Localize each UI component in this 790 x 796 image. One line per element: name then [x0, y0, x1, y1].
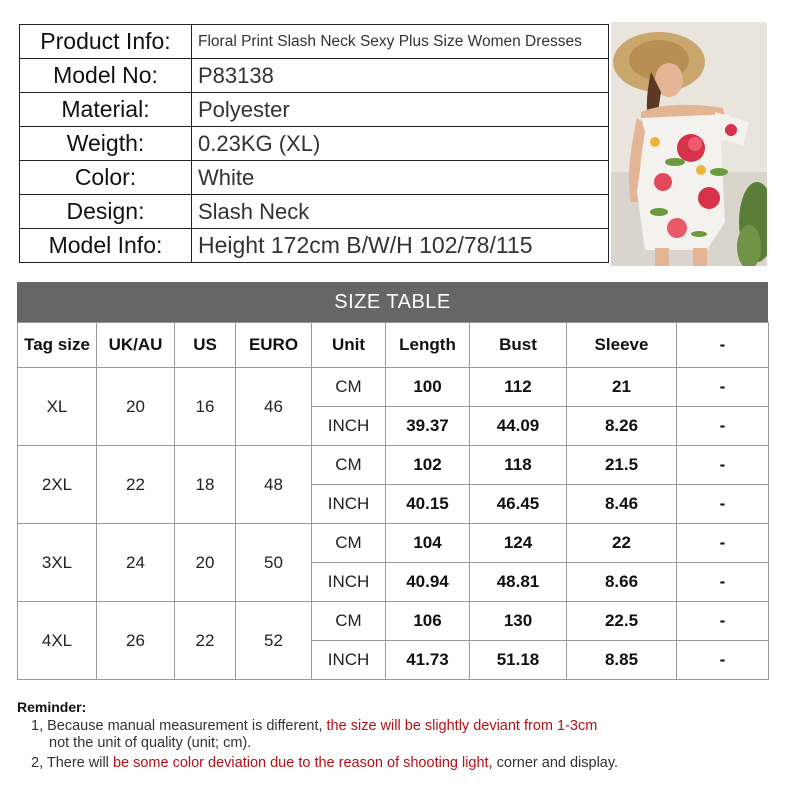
- bust-cell: 48.81: [470, 563, 567, 602]
- tag-size-cell: XL: [18, 368, 97, 446]
- info-row-material: [20, 93, 609, 127]
- unit-cell: CM: [312, 602, 386, 641]
- us-cell: 16: [175, 368, 236, 446]
- reminder-highlight: the size will be slightly deviant from 1-3cm: [326, 718, 598, 734]
- column-header: Tag size: [18, 323, 97, 368]
- length-cell: 41.73: [386, 641, 470, 680]
- info-row-model-no: [20, 59, 609, 93]
- table-row: [18, 446, 769, 485]
- length-cell: 40.15: [386, 485, 470, 524]
- us-cell: 18: [175, 446, 236, 524]
- column-header: -: [677, 323, 769, 368]
- bust-cell: 124: [470, 524, 567, 563]
- extra-cell: -: [677, 602, 769, 641]
- reminder-text: 2, There will: [31, 755, 113, 771]
- extra-cell: -: [677, 407, 769, 446]
- length-cell: 40.94: [386, 563, 470, 602]
- ukau-cell: 24: [97, 524, 175, 602]
- length-cell: 102: [386, 446, 470, 485]
- info-row-model-info: [20, 229, 609, 263]
- extra-cell: -: [677, 641, 769, 680]
- unit-cell: INCH: [312, 485, 386, 524]
- column-header: UK/AU: [97, 323, 175, 368]
- info-row-color: [20, 161, 609, 195]
- column-header: US: [175, 323, 236, 368]
- info-row-product: [20, 25, 609, 59]
- unit-cell: INCH: [312, 407, 386, 446]
- extra-cell: -: [677, 524, 769, 563]
- info-value: White: [192, 161, 609, 195]
- sleeve-cell: 21.5: [567, 446, 677, 485]
- sleeve-cell: 8.46: [567, 485, 677, 524]
- euro-cell: 48: [236, 446, 312, 524]
- reminder-line-1: [31, 718, 777, 735]
- bust-cell: 44.09: [470, 407, 567, 446]
- length-cell: 39.37: [386, 407, 470, 446]
- length-cell: 100: [386, 368, 470, 407]
- sleeve-cell: 21: [567, 368, 677, 407]
- reminder-title: Reminder:: [17, 699, 87, 715]
- info-key: Color:: [20, 161, 192, 195]
- extra-cell: -: [677, 368, 769, 407]
- info-value: Slash Neck: [192, 195, 609, 229]
- length-cell: 106: [386, 602, 470, 641]
- bust-cell: 51.18: [470, 641, 567, 680]
- info-value: 0.23KG (XL): [192, 127, 609, 161]
- unit-cell: INCH: [312, 641, 386, 680]
- euro-cell: 50: [236, 524, 312, 602]
- reminder-line-1-cont: not the unit of quality (unit; cm).: [49, 735, 252, 751]
- info-value: Polyester: [192, 93, 609, 127]
- tag-size-cell: 3XL: [18, 524, 97, 602]
- info-key: Design:: [20, 195, 192, 229]
- size-table-header-row: [18, 323, 769, 368]
- info-value: Height 172cm B/W/H 102/78/115: [192, 229, 609, 263]
- info-key: Model Info:: [20, 229, 192, 263]
- sleeve-cell: 22: [567, 524, 677, 563]
- ukau-cell: 22: [97, 446, 175, 524]
- info-row-design: [20, 195, 609, 229]
- bust-cell: 130: [470, 602, 567, 641]
- column-header: EURO: [236, 323, 312, 368]
- euro-cell: 52: [236, 602, 312, 680]
- extra-cell: -: [677, 446, 769, 485]
- column-header: Bust: [470, 323, 567, 368]
- table-row: [18, 602, 769, 641]
- table-row: [18, 368, 769, 407]
- extra-cell: -: [677, 485, 769, 524]
- unit-cell: CM: [312, 524, 386, 563]
- info-row-weight: [20, 127, 609, 161]
- reminder-highlight: be some color deviation due to the reason of shooting light: [112, 755, 489, 771]
- reminder-text: 1, Because manual measurement is different,: [31, 718, 327, 734]
- info-key: Product Info:: [20, 25, 192, 59]
- sleeve-cell: 8.85: [567, 641, 677, 680]
- bust-cell: 118: [470, 446, 567, 485]
- product-info-table: [19, 24, 609, 263]
- reminder-text: , corner and display.: [488, 755, 619, 771]
- info-key: Material:: [20, 93, 192, 127]
- column-header: Length: [386, 323, 470, 368]
- tag-size-cell: 2XL: [18, 446, 97, 524]
- info-key: Model No:: [20, 59, 192, 93]
- ukau-cell: 26: [97, 602, 175, 680]
- size-table-title: SIZE TABLE: [17, 282, 768, 322]
- extra-cell: -: [677, 563, 769, 602]
- ukau-cell: 20: [97, 368, 175, 446]
- column-header: Sleeve: [567, 323, 677, 368]
- info-value: Floral Print Slash Neck Sexy Plus Size Women Dresses: [192, 25, 609, 59]
- unit-cell: INCH: [312, 563, 386, 602]
- reminder-line-2: [31, 755, 777, 772]
- us-cell: 20: [175, 524, 236, 602]
- size-table-section: [17, 282, 768, 680]
- bust-cell: 112: [470, 368, 567, 407]
- info-value: P83138: [192, 59, 609, 93]
- reminder-section: [17, 699, 777, 772]
- column-header: Unit: [312, 323, 386, 368]
- sleeve-cell: 22.5: [567, 602, 677, 641]
- us-cell: 22: [175, 602, 236, 680]
- sleeve-cell: 8.26: [567, 407, 677, 446]
- length-cell: 104: [386, 524, 470, 563]
- unit-cell: CM: [312, 446, 386, 485]
- unit-cell: CM: [312, 368, 386, 407]
- table-row: [18, 524, 769, 563]
- bust-cell: 46.45: [470, 485, 567, 524]
- euro-cell: 46: [236, 368, 312, 446]
- sleeve-cell: 8.66: [567, 563, 677, 602]
- info-key: Weigth:: [20, 127, 192, 161]
- product-photo: [611, 22, 767, 266]
- tag-size-cell: 4XL: [18, 602, 97, 680]
- size-table: [17, 322, 769, 680]
